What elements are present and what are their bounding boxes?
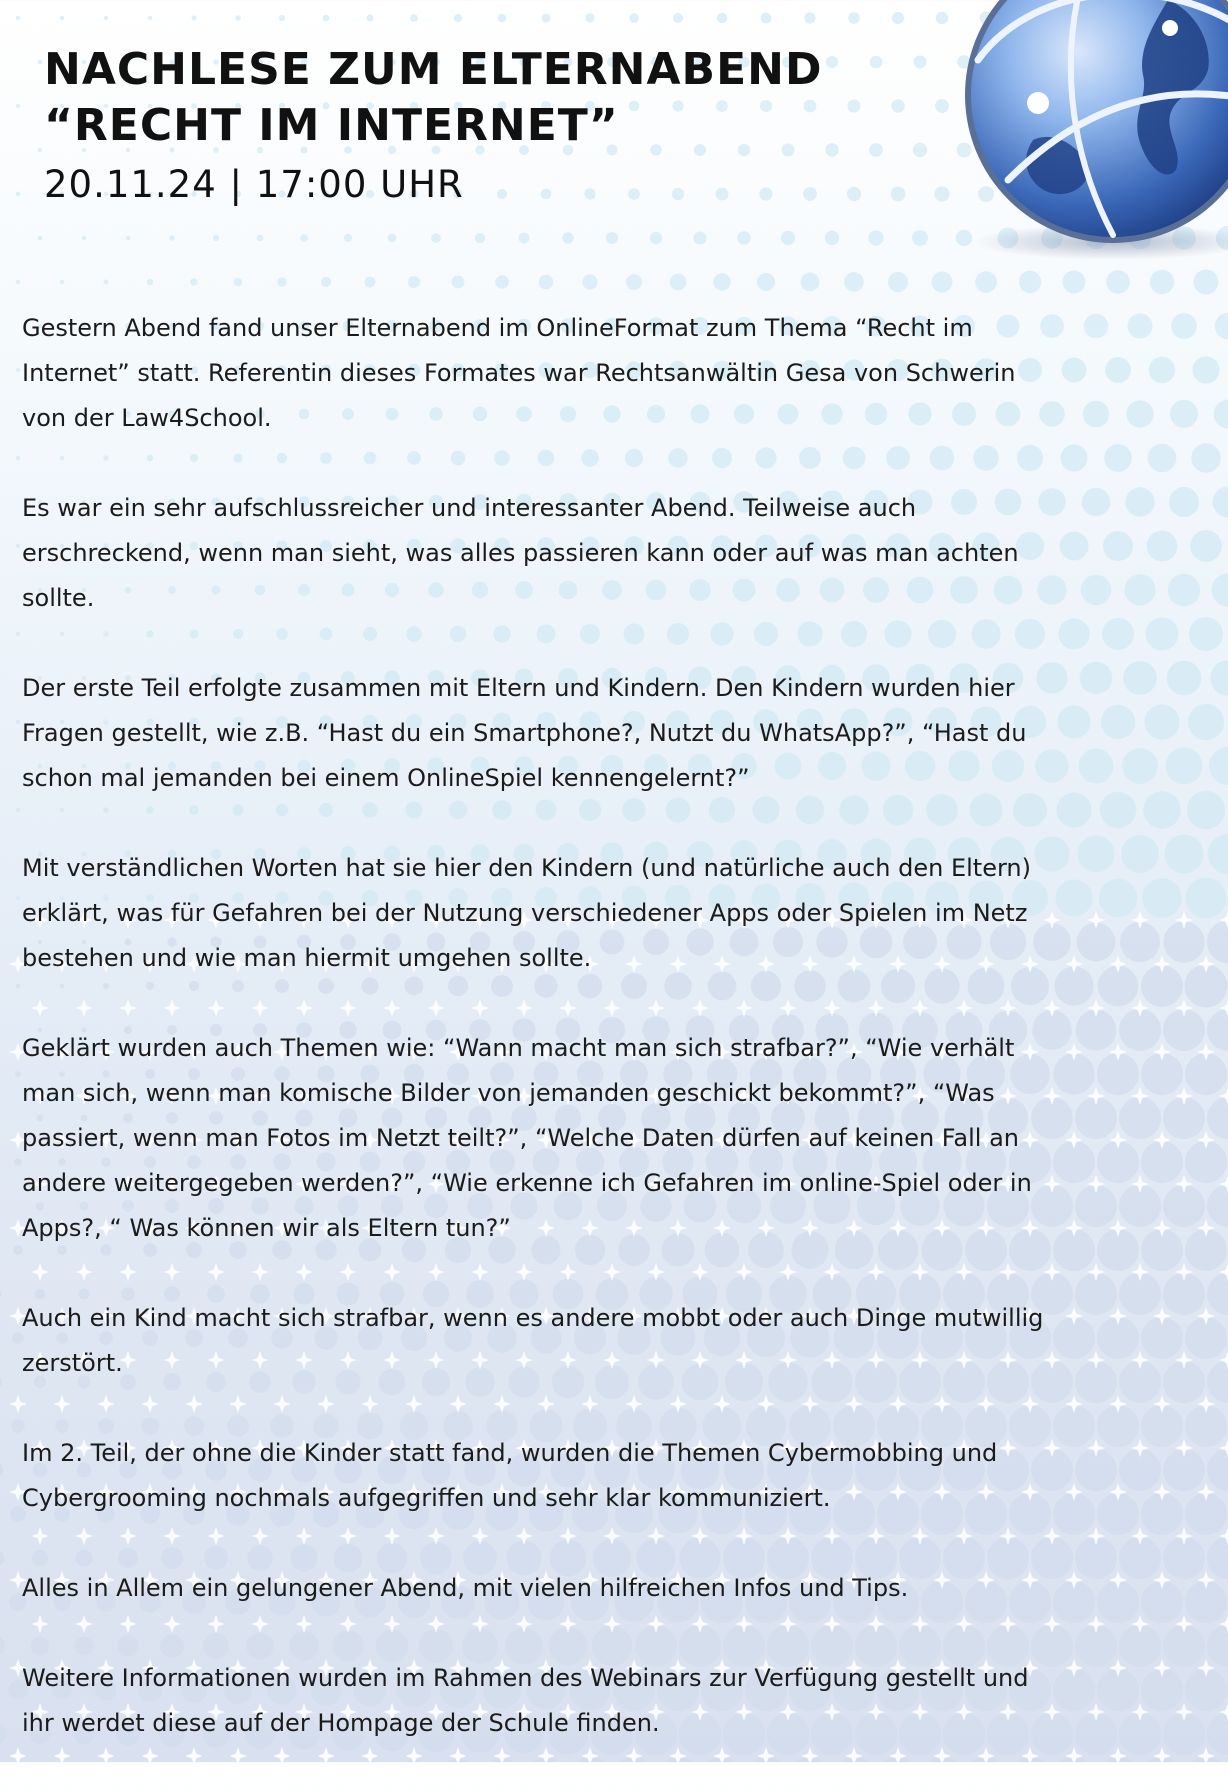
paragraph-line: Gestern Abend fand unser Elternabend im OnlineFormat zum Thema “Recht im [22, 306, 1202, 351]
paragraph-line: Der erste Teil erfolgte zusammen mit Eltern und Kindern. Den Kindern wurden hier [22, 666, 1202, 711]
paragraph-line: passiert, wenn man Fotos im Netzt teilt?”, “Welche Daten dürfen auf keinen Fall an [22, 1116, 1202, 1161]
paragraph-line: Weitere Informationen wurden im Rahmen des Webinars zur Verfügung gestellt und [22, 1656, 1202, 1701]
title-line-1: NACHLESE ZUM ELTERNABEND [44, 44, 822, 95]
paragraph-line: man sich, wenn man komische Bilder von jemanden geschickt bekommt?”, “Was [22, 1071, 1202, 1116]
paragraph-line: Es war ein sehr aufschlussreicher und interessanter Abend. Teilweise auch [22, 486, 1202, 531]
paragraph [22, 666, 1202, 801]
paragraph-line: Internet” statt. Referentin dieses Formates war Rechtsanwältin Gesa von Schwerin [22, 351, 1202, 396]
paragraph-line: Geklärt wurden auch Themen wie: “Wann macht man sich strafbar?”, “Wie verhält [22, 1026, 1202, 1071]
globe-icon [938, 0, 1228, 260]
paragraph [22, 846, 1202, 981]
paragraph [22, 1566, 1202, 1611]
paragraph-line: Alles in Allem ein gelungener Abend, mit vielen hilfreichen Infos und Tips. [22, 1566, 1202, 1611]
paragraph [22, 1656, 1202, 1746]
paragraph [22, 486, 1202, 621]
paragraph-line: bestehen und wie man hiermit umgehen sollte. [22, 936, 1202, 981]
paragraph-line: Fragen gestellt, wie z.B. “Hast du ein Smartphone?, Nutzt du WhatsApp?”, “Hast du [22, 711, 1202, 756]
header [44, 42, 822, 208]
paragraph-line: erschreckend, wenn man sieht, was alles passieren kann oder auf was man achten [22, 531, 1202, 576]
title-line-2: “RECHT IM INTERNET” [44, 100, 619, 151]
paragraph-line: Im 2. Teil, der ohne die Kinder statt fand, wurden die Themen Cybermobbing und [22, 1431, 1202, 1476]
paragraph-line: Mit verständlichen Worten hat sie hier den Kindern (und natürliche auch den Eltern) [22, 846, 1202, 891]
paragraph-line: erklärt, was für Gefahren bei der Nutzung verschiedener Apps oder Spielen im Netz [22, 891, 1202, 936]
paragraph [22, 1026, 1202, 1251]
paragraph-line: ihr werdet diese auf der Hompage der Schule finden. [22, 1701, 1202, 1746]
paragraph-line: andere weitergegeben werden?”, “Wie erkenne ich Gefahren im online-Spiel oder in [22, 1161, 1202, 1206]
paragraph-line: von der Law4School. [22, 396, 1202, 441]
event-date-time: 20.11.24 | 17:00 UHR [44, 162, 822, 208]
paragraph-line: sollte. [22, 576, 1202, 621]
paragraph-line: Auch ein Kind macht sich strafbar, wenn es andere mobbt oder auch Dinge mutwillig [22, 1296, 1202, 1341]
paragraph-line: zerstört. [22, 1341, 1202, 1386]
paragraph-line: Apps?, “ Was können wir als Eltern tun?” [22, 1206, 1202, 1251]
paragraph [22, 1296, 1202, 1386]
article-body [22, 306, 1202, 1791]
paragraph-line: Cybergrooming nochmals aufgegriffen und sehr klar kommuniziert. [22, 1476, 1202, 1521]
paragraph [22, 1431, 1202, 1521]
paragraph-line: schon mal jemanden bei einem OnlineSpiel kennengelernt?” [22, 756, 1202, 801]
paragraph [22, 306, 1202, 441]
page-title [44, 42, 822, 154]
